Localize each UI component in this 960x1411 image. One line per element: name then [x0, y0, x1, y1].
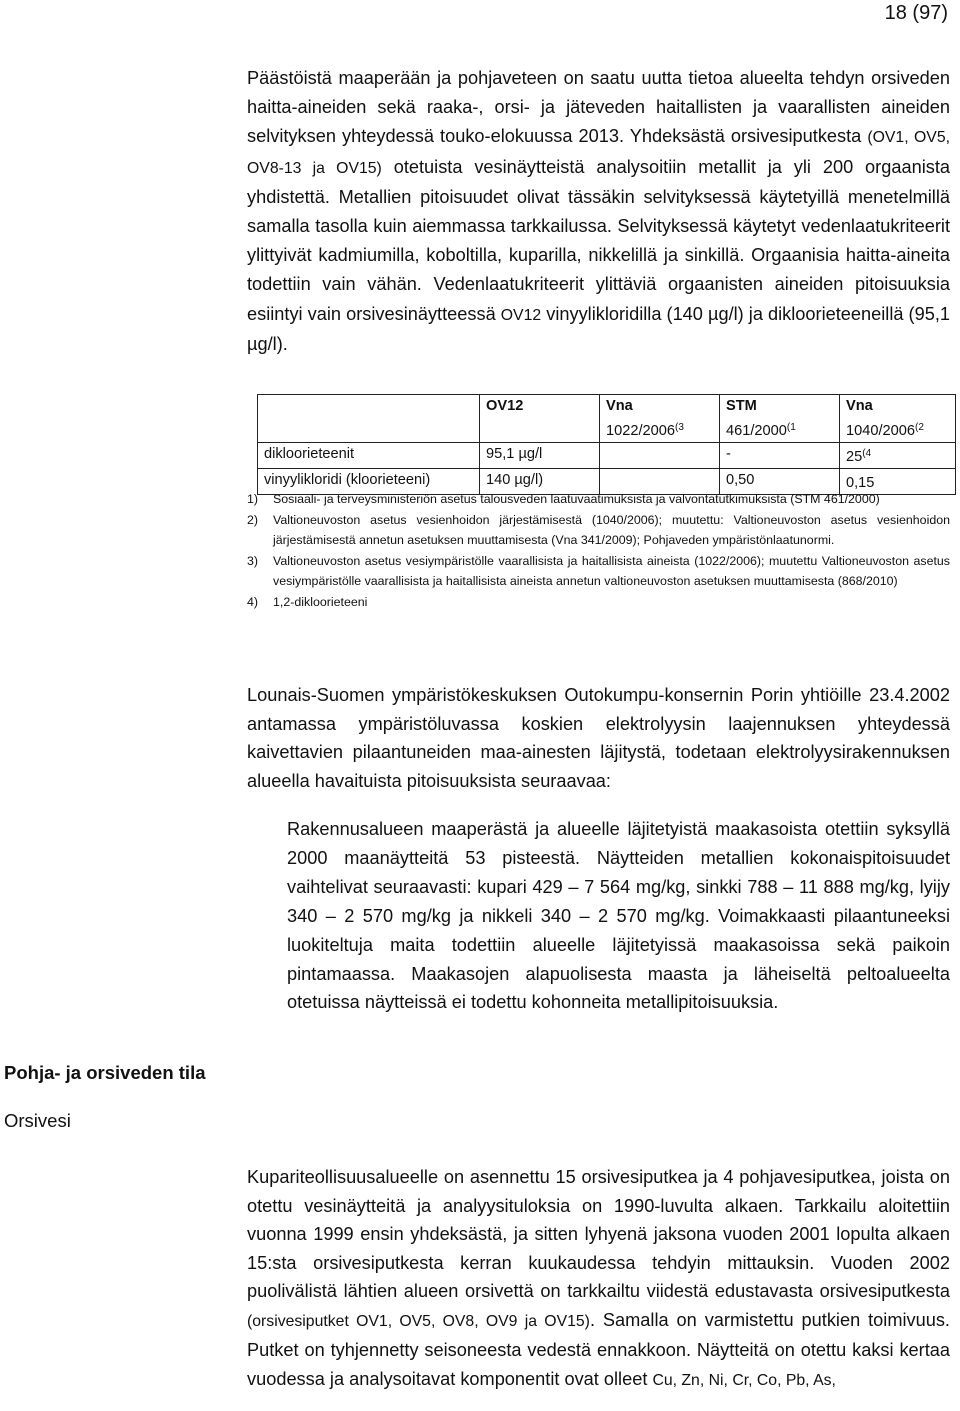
paragraph-permit: Lounais-Suomen ympäristökeskuksen Outokumpu-konsernin Porin yhtiöille 23.4.2002 antamassa ympäristöluvassa koskien elektrolyysin laajennuksen yhteydessä kaivettavien pilaantuneiden maa-ainesten läjitystä, todetaan elektrolyysirakennuksen alueella havaituista pitoisuuksista seuraavaa:: [247, 685, 950, 791]
header-stm-461-line2: 461/2000: [726, 423, 787, 439]
header-ov12: [480, 395, 600, 443]
footnote: [247, 592, 950, 613]
footnote: [247, 489, 950, 510]
header-vna-1040-line1: Vna: [846, 398, 873, 414]
header-ov12-label: OV12: [486, 398, 524, 414]
paragraph-emissions: [247, 64, 950, 359]
table-header-row: [258, 395, 956, 443]
footnote-text: Sosiaali- ja terveysministeriön asetus talousveden laatuvaatimuksista ja valvontatutkimuksista (STM 461/2000): [273, 492, 880, 506]
header-stm-461: [720, 395, 840, 443]
header-vna-1040-line2: 1040/2006: [846, 423, 915, 439]
row-stm461-value: 0,50: [720, 469, 840, 495]
footnote-text: Valtioneuvoston asetus vesienhoidon järjestämisestä (1040/2006); muutettu: Valtioneuvoston asetus vesienhoidon järjestämisestä annetun asetuksen muuttamisesta (Vna 341/2009); Pohjaveden ympäristönlaatunormi.: [273, 512, 950, 548]
footnotes-list: [247, 489, 950, 613]
header-vna-1022-line1: Vna: [606, 398, 633, 414]
footnote-number: 1): [247, 492, 259, 506]
header-empty-cell: [258, 395, 480, 443]
row-ov12-value: 95,1 µg/l: [480, 443, 600, 469]
header-stm-461-note: (1: [786, 422, 796, 433]
paragraph-monitoring-part2: . Samalla on varmistettu putkien toimivuus. Putket on tyhjennetty seisoneesta vedestä ennakkoon. Näytteitä on otettu kaksi kertaa vuodessa ja analysoitavat komponentit ovat olleet: [247, 1309, 950, 1389]
water-quality-table: [257, 394, 956, 495]
table-row: [258, 443, 956, 469]
row-stm461-value: -: [720, 443, 840, 469]
analysed-components: Cu, Zn, Ni, Cr, Co, Pb, As,: [652, 1371, 836, 1389]
header-vna-1022-note: (3: [675, 422, 684, 433]
page-number: 18 (97): [884, 2, 948, 24]
footnote: [247, 551, 950, 592]
paragraph-emissions-part2: otetuista vesinäytteistä analysoitiin metallit ja yli 200 orgaanista yhdistettä. Metallien pitoisuudet olivat tässäkin selvityksessä käytetyillä menetelmillä samalla tasolla kuin aiemmassa tarkkailussa. Selvityksessä käytetyt vedenlaatukriteerit ylittyivät kadmiumilla, koboltilla, kuparilla, nikkelillä ja sinkillä. Orgaanisia haitta-aineita todettiin vain vähän. Vedenlaatukriteerit ylittäviä orgaanisten aineiden pitoisuuksia esiintyi vain orsivesinäytteessä: [247, 156, 950, 324]
well-list: (OV1, OV5, OV8-13 ja OV15): [247, 129, 950, 177]
footnote-number: 4): [247, 594, 259, 609]
monitoring-wells: (orsivesiputket OV1, OV5, OV8, OV9 ja OV15): [247, 1312, 590, 1330]
footnote: [247, 510, 950, 551]
row-vna1040-number: 25: [846, 449, 863, 465]
paragraph-emissions-part3: vinyylikloridilla (140 µg/l) ja dikloorieteeneillä (95,1 µg/l).: [247, 303, 950, 354]
paragraph-emissions-part1: Päästöistä maaperään ja pohjaveteen on saatu uutta tietoa alueelta tehdyn orsiveden haitta-aineiden sekä raaka-, orsi- ja jäteveden haitallisten ja vaarallisten aineiden selvityksen yhteydessä touko-elokuussa 2013. Yhdeksästä orsivesiputkesta: [247, 68, 950, 147]
header-vna-1040: [840, 395, 956, 443]
header-vna-1022-line2: 1022/2006: [606, 423, 675, 439]
row-vna1040-value: [840, 443, 956, 469]
header-stm-461-line1: STM: [726, 398, 757, 414]
header-vna-1040-note: (2: [915, 422, 924, 433]
section-heading: Pohja- ja orsiveden tila: [4, 1062, 206, 1083]
header-vna-1022: [600, 395, 720, 443]
paragraph-monitoring: [247, 1163, 950, 1395]
footnote-text: Valtioneuvoston asetus vesiympäristölle vaarallisista ja haitallisista aineista (1022/2006); muutettu Valtioneuvoston asetus vesiympäristölle vaarallisista ja haitallisista aineista annetun valtioneuvoston asetuksen muuttamisesta (868/2010): [273, 553, 950, 589]
footnote-number: 3): [247, 553, 259, 568]
row-vna1040-number: 0,15: [846, 475, 875, 491]
footnote-text: 1,2-dikloorieteeni: [273, 594, 368, 609]
row-name: vinyylikloridi (kloorieteeni): [258, 469, 480, 495]
footnote-number: 2): [247, 512, 259, 527]
row-vna1040-note: (4: [862, 448, 872, 459]
row-name: dikloorieteenit: [258, 443, 480, 469]
row-ov12-value: 140 µg/l): [480, 469, 600, 495]
section-subheading: Orsivesi: [4, 1110, 71, 1131]
quoted-paragraph: Rakennusalueen maaperästä ja alueelle läjitetyistä maakasoista otettiin syksyllä 2000 maanäytteitä 53 pisteestä. Näytteiden metallien kokonaispitoisuudet vaihtelivat seuraavasti: kupari 429 – 7 564 mg/kg, sinkki 788 – 11 888 mg/kg, lyijy 340 – 2 570 mg/kg ja nikkeli 340 – 2 570 mg/kg. Voimakkaasti pilaantuneeksi luokiteltuja maita todettiin alueelle läjitetyissä maakasoissa sekä paikoin pintamaassa. Maakasojen alapuolisesta maasta ja läheiseltä peltoalueelta otetuissa näytteissä ei todettu kohonneita metallipitoisuuksia.: [287, 819, 950, 1013]
paragraph-monitoring-part1: Kupariteollisuusalueelle on asennettu 15 orsivesiputkea ja 4 pohjavesiputkea, joista on otettu vesinäytteitä ja analyysituloksia on 1990-luvulta alkaen. Tarkkailu aloitettiin vuonna 1999 ensin yhdeksästä, ja sitten lyhyenä jaksona vuoden 2001 lopulta alkaen 15:sta orsivesiputkesta kerran kuukaudessa tehdyin mittauksin. Vuoden 2002 puolivälistä lähtien alueen orsivettä on tarkkailtu viidestä edustavasta orsivesiputkesta: [247, 1167, 950, 1301]
well-ov12: OV12: [500, 306, 542, 324]
row-vna1022-value: [600, 443, 720, 469]
